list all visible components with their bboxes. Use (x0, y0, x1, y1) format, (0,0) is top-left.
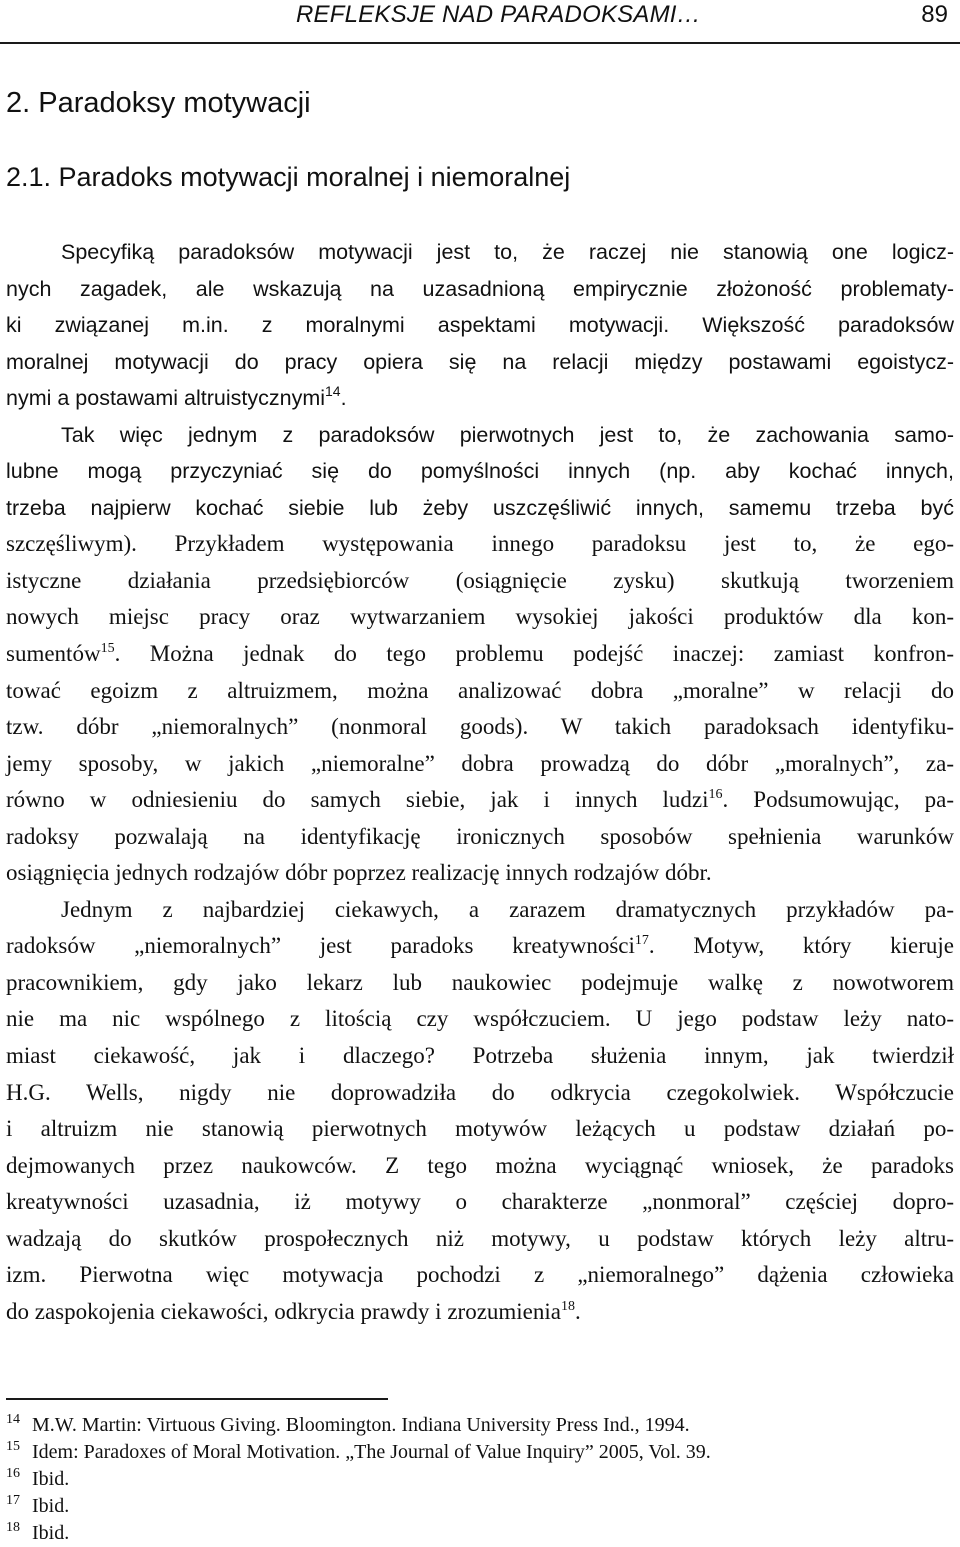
line-text: . (340, 386, 347, 411)
line-text: równo w odniesieniu do samych siebie, jak i innych ludzi (6, 787, 709, 813)
line-text: trzeba najpierw kochać siebie lub żeby uszczęśliwić innych, samemu trzeba być (6, 495, 954, 520)
text-line (6, 1184, 954, 1221)
text-line (6, 526, 954, 563)
text-line (6, 307, 954, 344)
line-text: radoksy pozwalają na identyfikację ironicznych sposobów spełnienia warunków (6, 823, 954, 849)
text-line (6, 1257, 954, 1294)
footnote-text: Ibid. (32, 1495, 70, 1517)
line-text: osiągnięcia jednych rodzajów dóbr poprzez realizację innych rodzajów dóbr. (6, 860, 712, 886)
text-line (6, 746, 954, 783)
footnote-ref: 15 (100, 641, 115, 657)
line-text: . Motyw, który kieruje (648, 933, 954, 959)
line-text: istyczne działania przedsiębiorców (osiągnięcie zysku) skutkują tworzeniem (6, 567, 954, 593)
line-text: tzw. dóbr „niemoralnych” (nonmoral goods). W takich paradoksach identyfiku- (6, 714, 954, 740)
line-text: nie ma nic wspólnego z litością czy współczuciem. U jego podstaw leży nato- (6, 1006, 954, 1032)
text-line (6, 1294, 954, 1331)
text-line (6, 892, 954, 929)
text-line (6, 855, 954, 892)
footnote: 18 Ibid. (6, 1520, 70, 1544)
text-line (6, 673, 954, 710)
page-number: 89 (921, 1, 948, 28)
footnote-text: Idem: Paradoxes of Moral Motivation. „The Journal of Value Inquiry” 2005, Vol. 39. (32, 1441, 711, 1463)
line-text: i altruizm nie stanowią pierwotnych motywów leżących u podstaw działań po- (6, 1116, 954, 1142)
line-text: nowych miejsc pracy oraz wytwarzaniem wysokiej jakości produktów dla kon- (6, 604, 954, 630)
text-line (6, 344, 954, 381)
text-line (6, 928, 954, 965)
text-line (6, 636, 954, 673)
footnote-ref: 17 (634, 933, 649, 949)
footnote: 15 Idem: Paradoxes of Moral Motivation. „The Journal of Value Inquiry” 2005, Vol. 39. (6, 1439, 711, 1463)
body-text (6, 234, 954, 1330)
line-text: moralnej motywacji do pracy opiera się na relacji między postawami egoistycz- (6, 349, 954, 374)
text-line (6, 819, 954, 856)
line-text: pracownikiem, gdy jako lekarz lub naukowiec podejmuje walkę z nowotworem (6, 969, 954, 995)
line-text: nymi a postawami altruistycznymi (6, 386, 326, 411)
line-text: jemy sposoby, w jakich „niemoralne” dobra prowadzą do dóbr „moralnych”, za- (6, 750, 954, 776)
line-text: . Można jednak do tego problemu podejść inaczej: zamiast konfron- (114, 641, 954, 667)
running-title: REFLEKSJE NAD PARADOKSAMI… (296, 1, 701, 28)
text-line (6, 380, 954, 417)
footnote-text: M.W. Martin: Virtuous Giving. Bloomington. Indiana University Press Ind., 1994. (32, 1414, 690, 1436)
text-line (6, 1038, 954, 1075)
footnote-separator (6, 1398, 388, 1400)
text-line (6, 709, 954, 746)
subsection-heading: 2.1. Paradoks motywacji moralnej i niemoralnej (6, 162, 571, 192)
footnote-text: Ibid. (32, 1522, 70, 1544)
text-line (6, 782, 954, 819)
line-text: nych zagadek, ale wskazują na uzasadnioną empirycznie złożoność problematy- (6, 276, 954, 301)
line-text: . Podsumowując, pa- (722, 787, 954, 813)
line-text: izm. Pierwotna więc motywacja pochodzi z „niemoralnego” dążenia człowieka (6, 1262, 954, 1288)
line-text: szczęśliwym). Przykładem występowania innego paradoksu jest to, że ego- (6, 531, 954, 557)
line-text: kreatywności uzasadnia, iż motywy o charakterze „nonmoral” częściej dopro- (6, 1189, 954, 1215)
footnotes (6, 1412, 711, 1547)
text-line (6, 1221, 954, 1258)
line-text: Jednym z najbardziej ciekawych, a zarazem dramatycznych przykładów pa- (61, 896, 954, 922)
text-line (6, 1111, 954, 1148)
line-text: H.G. Wells, nigdy nie doprowadziła do odkrycia czegokolwiek. Współczucie (6, 1079, 954, 1105)
text-line (6, 599, 954, 636)
section-heading: 2. Paradoksy motywacji (6, 87, 311, 119)
footnote-ref: 18 (561, 1298, 575, 1314)
line-text: radoksów „niemoralnych” jest paradoks kreatywności (6, 933, 635, 959)
line-text: . (575, 1298, 581, 1324)
line-text: ki związanej m.in. z moralnymi aspektami motywacji. Większość paradoksów (6, 313, 954, 338)
line-text: Specyfiką paradoksów motywacji jest to, że raczej nie stanowią one logicz- (61, 240, 954, 264)
line-text: do zaspokojenia ciekawości, odkrycia prawdy i zrozumienia (6, 1298, 561, 1324)
text-line (6, 417, 954, 454)
running-header (0, 0, 960, 44)
text-line (6, 1148, 954, 1185)
line-text: Tak więc jednym z paradoksów pierwotnych jest to, że zachowania samo- (61, 422, 954, 447)
footnote-ref: 16 (708, 787, 723, 803)
line-text: sumentów (6, 641, 101, 667)
line-text: tować egoizm z altruizmem, można analizować dobra „moralne” w relacji do (6, 677, 954, 703)
line-text: dejmowanych przez naukowców. Z tego można wyciągnąć wniosek, że paradoks (6, 1152, 954, 1178)
text-line (6, 1075, 954, 1112)
text-line (6, 453, 954, 490)
line-text: miast ciekawość, jak i dlaczego? Potrzeba służenia innym, jak twierdził (6, 1043, 954, 1069)
text-line (6, 965, 954, 1002)
footnote: 17 Ibid. (6, 1493, 70, 1517)
footnote: 16 Ibid. (6, 1466, 70, 1490)
line-text: lubne mogą przyczyniać się do pomyślności innych (np. aby kochać innych, (6, 459, 954, 484)
text-line (6, 234, 954, 271)
text-line (6, 271, 954, 308)
footnote-text: Ibid. (32, 1468, 70, 1490)
text-line (6, 563, 954, 600)
text-line (6, 1001, 954, 1038)
text-line (6, 490, 954, 527)
footnote: 14 M.W. Martin: Virtuous Giving. Bloomington. Indiana University Press Ind., 1994. (6, 1412, 690, 1436)
footnote-ref: 14 (325, 383, 341, 400)
line-text: wadzają do skutków prospołecznych niż motywy, u podstaw których leży altru- (6, 1225, 954, 1251)
